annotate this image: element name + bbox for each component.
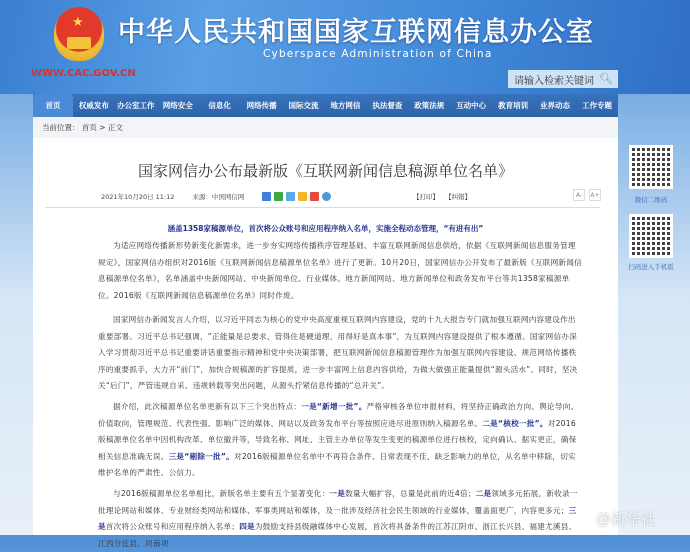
nav-item[interactable]: 网络安全: [162, 101, 193, 110]
nav-item[interactable]: 业界动态: [540, 101, 571, 110]
breadcrumb: [33, 117, 618, 138]
nav-item[interactable]: 办公室工作: [117, 101, 155, 110]
breadcrumb-home[interactable]: 首页: [81, 123, 97, 132]
article-title: 国家网信办公布最新版《互联网新闻信息稿源单位名单》: [137, 162, 513, 180]
breadcrumb-current: 正文: [107, 123, 123, 132]
nav-item[interactable]: 政策法规: [414, 101, 445, 110]
share-douban-icon[interactable]: [322, 192, 331, 201]
article-tools: [413, 192, 471, 201]
highlight-text: 四是: [239, 522, 255, 531]
paragraph-text: 国家网信办新闻发言人介绍，以习近平同志为核心的党中央高度重视互联网内容建设，党的十九大报告专门就加强互联网内容建设作出重要部署。习近平总书记强调，“正能量是总要求、管得住是硬道理、用得好是真本事”，为互联网内容建设提供了根本遵循。国家网信办深入学习贯彻习近平总书记重要讲话重要指示精神和党中央决策部署，把互联网新闻信息稿源管理作为加强互联网内容建设、规范网络传播秩序的重要抓手，大力开“前门”，加快合规稿源的扩容提质，进一步丰富网上信息内容供给，为做大做强正能量提供“源头活水”。同时，坚决关“后门”，严管违规自采、违规转载等突出问题，从源头拧紧信息传播的“总开关”。: [98, 315, 578, 390]
main-nav: [33, 94, 618, 117]
paragraph-text: 与2016版稿源单位名单相比，新版名单主要有五个显著变化：: [113, 489, 330, 498]
nav-item[interactable]: 执法督查: [372, 101, 403, 110]
share-qq-icon[interactable]: [286, 192, 295, 201]
search-input[interactable]: [508, 70, 618, 88]
highlight-text: 一是: [329, 489, 346, 498]
paragraph-text: 对2016版稿源单位名单中不再符合条件、日常表现不佳、缺乏影响力的单位，从名单中移除，切实维护名单的严肃性、公信力。: [98, 451, 576, 477]
highlight-text: 二是: [475, 489, 492, 498]
paragraph-text: 首次将公众账号和应用程序纳入名单；: [105, 522, 240, 531]
highlight-text: 三是“剔除一批”。: [168, 451, 234, 461]
site-title: 中华人民共和国国家互联网信息办公室: [118, 17, 594, 48]
wechat-qr-code: [629, 145, 673, 189]
site-header: [0, 0, 690, 94]
national-emblem-logo: ★: [54, 7, 104, 61]
article-card: [33, 138, 618, 548]
article-paragraph: [98, 312, 583, 395]
wechat-qr-label: 微信二维码: [634, 196, 668, 204]
share-more-icon[interactable]: [262, 192, 271, 201]
article-paragraph: [98, 399, 583, 482]
share-buttons: [262, 192, 331, 201]
weibo-watermark: @新华社: [596, 510, 657, 528]
site-subtitle: Cyberspace Administration of China: [263, 48, 493, 60]
article-source: 来源：中国网信网: [192, 193, 245, 201]
article-paragraph: [98, 238, 583, 304]
nav-item[interactable]: 互动中心: [456, 101, 487, 110]
paragraph-text: 据介绍，此次稿源单位名单更新有以下三个突出特点：: [113, 402, 302, 411]
nav-item[interactable]: 权威发布: [78, 101, 109, 110]
search-icon[interactable]: 🔍︎: [599, 72, 613, 85]
search-placeholder: 请输入检索关键词: [514, 75, 594, 87]
mobile-qr-code: [629, 214, 673, 258]
font-smaller-button[interactable]: A-: [573, 189, 585, 201]
mobile-qr-label: 扫码进入手机版: [628, 263, 674, 271]
nav-item[interactable]: 网络传播: [246, 101, 277, 110]
highlight-text: 二是“核校一批”。: [482, 418, 548, 428]
nav-item[interactable]: 地方网信: [330, 101, 361, 110]
font-larger-button[interactable]: A+: [589, 189, 601, 201]
highlight-text: 三是: [98, 505, 577, 531]
paragraph-text: 为适应网络传播新形势新变化新需求，进一步夯实网络传播秩序管理基础、丰富互联网新闻信息供给，依据《互联网新闻信息服务管理规定》，国家网信办组织对2016版《互联网新闻信息稿源单位名单》进行了更新。10月20日，国家网信办公开发布了最新版《互联网新闻信息稿源单位名单》，名单涵盖中央新闻网站、中央新闻单位、行业媒体、地方新闻网站、地方新闻单位和政务发布平台等共1358家稿源单位。2016版《互联网新闻信息稿源单位名单》同时作废。: [98, 241, 582, 300]
divider: [45, 207, 600, 208]
nav-item[interactable]: 国际交流: [288, 101, 319, 110]
nav-item[interactable]: 信息化: [208, 101, 231, 110]
paragraph-text: 为鼓励支持县级融媒体中心发展，首次将具备条件的江苏江阴市、浙江长兴县、福建尤溪县、江西分宜县、河南项: [98, 522, 577, 548]
breadcrumb-separator: >: [99, 123, 106, 132]
paragraph-text: 对2016版稿源单位名单中因机构改革、单位撤并等，导致名称、网址、主管主办单位等发生变更的稿源单位进行核校，定向确认、据实更正，确保相关信息准确无误。: [98, 418, 577, 461]
paragraph-text: 严格审核各单位申报材料，将坚持正确政治方向、舆论导向、价值取向，管理规范、代表性强、影响广泛的媒体、网站以及政务发布平台等按照应进尽进原则纳入稿源名单。: [98, 402, 579, 428]
article-summary: 涵盖1358家稿源单位，首次将公众账号和应用程序纳入名单，实施全程动态管理，“有进有出”: [167, 224, 484, 233]
correction-link[interactable]: 【纠错】: [445, 193, 472, 201]
site-url[interactable]: WWW.CAC.GOV.CN: [31, 68, 136, 79]
print-link[interactable]: 【打印】: [413, 193, 439, 201]
nav-item[interactable]: 教育培训: [498, 101, 529, 110]
breadcrumb-label: 当前位置：: [42, 123, 80, 132]
article-meta: [101, 192, 331, 201]
paragraph-text: 数量大幅扩容，总量是此前的近4倍；: [345, 489, 476, 498]
article-date: 2021年10月20日 11:12: [101, 193, 175, 201]
share-qzone-icon[interactable]: [298, 192, 307, 201]
paragraph-text: 领域多元拓展，新收录一批理论网站和媒体、专业财经类网站和媒体、军事类网站和媒体，及一批涉及经济社会民生领域的行业媒体，覆盖面更广，内容更多元；: [98, 489, 578, 515]
share-wechat-icon[interactable]: [274, 192, 283, 201]
nav-item[interactable]: 工作专题: [581, 101, 612, 110]
nav-item[interactable]: 首页: [33, 94, 73, 117]
highlight-text: 一是“新增一批”。: [301, 402, 367, 411]
article-paragraph: [98, 486, 583, 552]
share-weibo-icon[interactable]: [310, 192, 319, 201]
